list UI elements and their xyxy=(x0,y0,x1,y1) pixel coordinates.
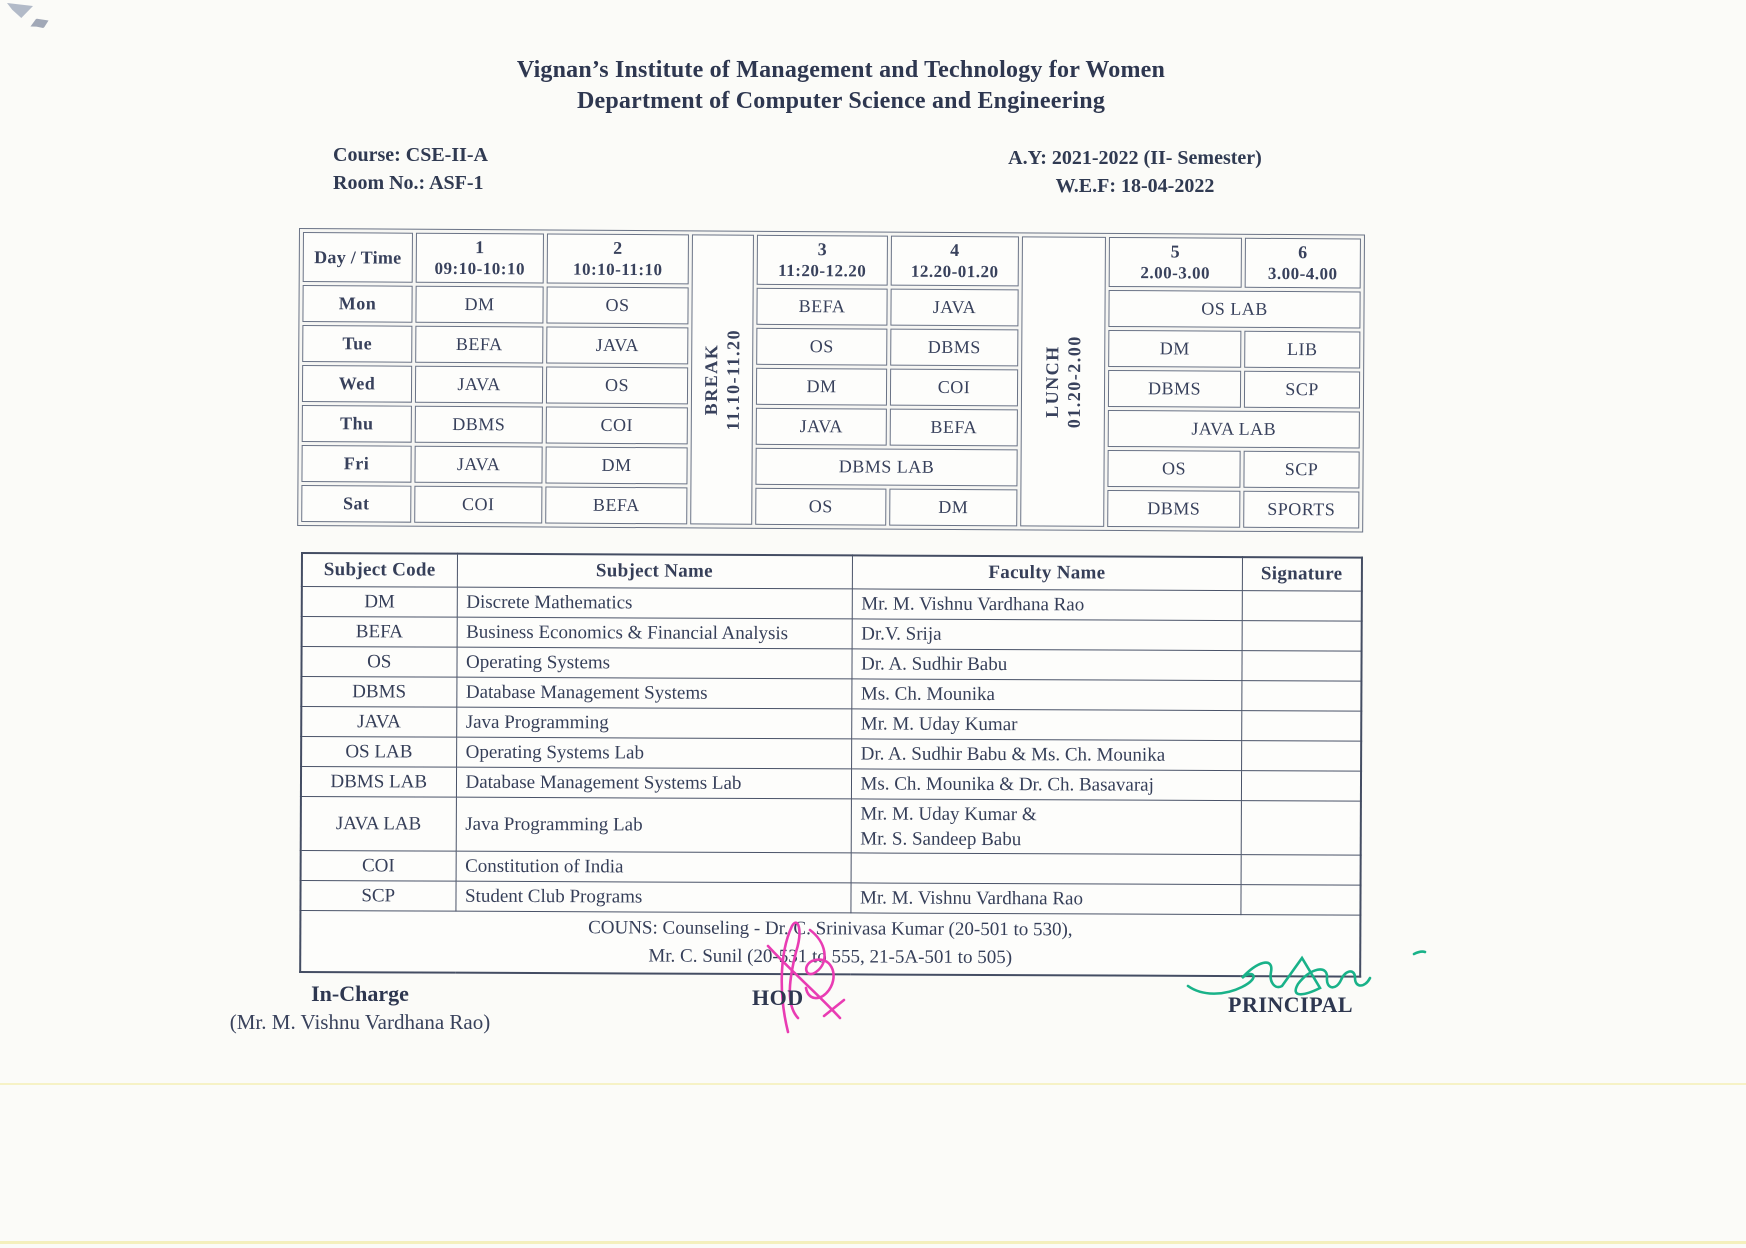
timetable-cell: OS xyxy=(756,328,887,366)
col-header-signature: Signature xyxy=(1242,557,1362,591)
subject-row xyxy=(301,677,1361,712)
faculty-name xyxy=(851,853,1241,885)
faculty-name: Dr. A. Sudhir Babu & Ms. Ch. Mounika xyxy=(851,739,1241,771)
timetable-cell: OS xyxy=(546,287,688,325)
period-4-header: 4 12.20-01.20 xyxy=(891,236,1019,287)
timetable-cell: BEFA xyxy=(890,409,1018,447)
lunch-label: LUNCH xyxy=(1041,345,1063,418)
subject-row xyxy=(302,617,1362,652)
timetable-row-wed xyxy=(302,365,1360,408)
timetable-cell: JAVA xyxy=(756,408,887,446)
signature-cell xyxy=(1241,771,1361,802)
subject-code: DBMS LAB xyxy=(301,767,456,798)
subject-code: JAVA LAB xyxy=(301,797,456,852)
subject-name: Java Programming xyxy=(456,707,851,739)
timetable-cell: OS xyxy=(1107,450,1240,488)
course-label: Course: CSE-II-A xyxy=(333,144,488,166)
timetable-cell: LIB xyxy=(1244,331,1360,369)
timetable-cell: SCP xyxy=(1244,371,1360,409)
timetable-cell: DM xyxy=(756,368,887,406)
subject-code: OS xyxy=(301,647,456,678)
day-label: Mon xyxy=(302,285,412,323)
timetable-cell: DBMS xyxy=(890,329,1018,367)
col-header-subject-name: Subject Name xyxy=(457,554,852,589)
signature-cell xyxy=(1242,591,1362,622)
room-label: Room No.: ASF-1 xyxy=(333,172,484,194)
day-label: Thu xyxy=(302,405,412,443)
timetable-cell: COI xyxy=(890,369,1018,407)
subject-code: BEFA xyxy=(302,617,457,648)
faculty-name: Ms. Ch. Mounika xyxy=(851,679,1241,711)
period-3-header: 3 11:20-12.20 xyxy=(757,235,888,286)
incharge-block xyxy=(190,981,530,1035)
subject-row xyxy=(301,797,1361,856)
timetable-row-mon xyxy=(302,285,1360,328)
counseling-line-1: COUNS: Counseling - Dr. C. Srinivasa Kumar (20-501 to 530), xyxy=(588,917,1073,941)
subject-code: DBMS xyxy=(301,677,456,708)
timetable-row-fri xyxy=(301,445,1359,488)
academic-year-label: A.Y: 2021-2022 (II- Semester) xyxy=(1008,147,1262,169)
subject-name: Database Management Systems xyxy=(456,677,851,709)
timetable-cell: JAVA xyxy=(415,366,543,404)
subject-table xyxy=(299,552,1363,978)
timetable-cell: DBMS xyxy=(1108,370,1241,408)
scan-highlight-line xyxy=(0,1083,1746,1085)
course-info xyxy=(333,141,488,197)
signature-cell xyxy=(1241,855,1361,886)
timetable-cell: DM xyxy=(1108,330,1241,368)
timetable-cell: BEFA xyxy=(756,288,887,326)
subject-row xyxy=(301,737,1361,772)
faculty-name: Ms. Ch. Mounika & Dr. Ch. Basavaraj xyxy=(851,769,1241,801)
timetable-cell: BEFA xyxy=(545,487,687,525)
faculty-name: Mr. M. Vishnu Vardhana Rao xyxy=(850,883,1240,915)
timetable-section xyxy=(297,228,1365,533)
lunch-time: 01.20-2.00 xyxy=(1063,335,1085,429)
timetable-cell: JAVA xyxy=(546,327,688,365)
counseling-note xyxy=(300,911,1360,977)
timetable-cell: JAVA xyxy=(890,289,1018,327)
timetable-cell: SCP xyxy=(1243,451,1359,489)
break-label: BREAK xyxy=(700,343,722,416)
faculty-name: Mr. M. Uday Kumar xyxy=(851,709,1241,741)
period-6-header: 6 3.00-4.00 xyxy=(1245,238,1361,289)
faculty-name: Dr. A. Sudhir Babu xyxy=(851,649,1241,681)
col-header-faculty-name: Faculty Name xyxy=(852,555,1242,590)
timetable-lab-cell: JAVA LAB xyxy=(1108,410,1360,449)
counseling-row xyxy=(300,911,1360,977)
signature-cell xyxy=(1242,621,1362,652)
semester-info xyxy=(960,144,1310,200)
break-column xyxy=(690,234,754,524)
timetable-cell: OS xyxy=(546,367,688,405)
subject-row xyxy=(300,881,1360,916)
signature-cell xyxy=(1241,741,1361,772)
faculty-name: Dr.V. Srija xyxy=(852,619,1242,651)
timetable-cell: DM xyxy=(545,447,687,485)
timetable-cell: DBMS xyxy=(415,406,543,444)
subject-code: JAVA xyxy=(301,707,456,738)
faculty-name: Mr. M. Vishnu Vardhana Rao xyxy=(852,589,1242,621)
subjects-section xyxy=(299,552,1363,978)
subject-header-row xyxy=(302,553,1362,591)
subject-name: Database Management Systems Lab xyxy=(456,767,851,799)
timetable-cell: OS xyxy=(755,488,886,526)
subject-row xyxy=(301,647,1361,682)
timetable-cell: DM xyxy=(415,286,543,324)
timetable xyxy=(297,228,1365,533)
wef-label: W.E.F: 18-04-2022 xyxy=(1055,175,1215,197)
principal-title: PRINCIPAL xyxy=(1228,992,1354,1017)
subject-row xyxy=(301,767,1361,802)
timetable-cell: JAVA xyxy=(414,446,542,484)
subject-name: Operating Systems xyxy=(456,647,851,679)
hod-title: HOD xyxy=(752,985,804,1010)
signature-cell xyxy=(1241,681,1361,712)
subject-name: Discrete Mathematics xyxy=(457,587,852,619)
subject-name: Business Economics & Financial Analysis xyxy=(457,617,852,649)
department-title: Department of Computer Science and Engineering xyxy=(576,88,1106,114)
subject-code: OS LAB xyxy=(301,737,456,768)
timetable-cell: COI xyxy=(414,486,542,524)
incharge-title: In-Charge xyxy=(311,981,409,1006)
signature-cell xyxy=(1241,801,1361,856)
timetable-row-sat xyxy=(301,485,1359,528)
timetable-header-row xyxy=(303,232,1361,288)
timetable-cell: COI xyxy=(546,407,688,445)
col-header-subject-code: Subject Code xyxy=(302,553,457,587)
subject-row xyxy=(301,707,1361,742)
day-label: Wed xyxy=(302,365,412,403)
day-time-corner-cell: Day / Time xyxy=(303,232,413,283)
period-5-header: 5 2.00-3.00 xyxy=(1109,237,1242,288)
timetable-cell: DM xyxy=(889,489,1017,527)
timetable-cell: DBMS xyxy=(1107,490,1240,528)
day-label: Fri xyxy=(301,445,411,483)
subject-name: Java Programming Lab xyxy=(456,797,851,853)
subject-row xyxy=(301,851,1361,886)
subject-name: Student Club Programs xyxy=(455,881,850,913)
subject-code: DM xyxy=(302,587,457,618)
subject-row xyxy=(302,587,1362,622)
document-header xyxy=(0,55,1746,117)
subject-code: COI xyxy=(301,851,456,882)
scan-highlight-line xyxy=(0,1241,1746,1244)
subject-code: SCP xyxy=(300,881,455,912)
timetable-row-tue xyxy=(302,325,1360,368)
lunch-column xyxy=(1020,236,1106,527)
period-1-header: 1 09:10-10:10 xyxy=(416,233,544,284)
signature-cell xyxy=(1240,885,1360,916)
timetable-cell: SPORTS xyxy=(1243,491,1359,529)
signature-cell xyxy=(1241,651,1361,682)
scan-smudge xyxy=(29,16,50,32)
timetable-lab-cell: OS LAB xyxy=(1108,290,1360,329)
signature-cell xyxy=(1241,711,1361,742)
timetable-row-thu xyxy=(302,405,1360,448)
subject-name: Operating Systems Lab xyxy=(456,737,851,769)
timetable-lab-cell: DBMS LAB xyxy=(755,448,1017,487)
counseling-line-2: Mr. C. Sunil (20-531 to 555, 21-5A-501 to 505) xyxy=(648,945,1013,969)
faculty-name: Mr. M. Uday Kumar & Mr. S. Sandeep Babu xyxy=(851,799,1241,855)
incharge-name: (Mr. M. Vishnu Vardhana Rao) xyxy=(229,1010,491,1034)
subject-name: Constitution of India xyxy=(456,851,851,883)
period-2-header: 2 10:10-11:10 xyxy=(547,234,689,285)
break-time: 11.10-11.20 xyxy=(722,328,744,431)
day-label: Sat xyxy=(301,485,411,523)
scan-smudge xyxy=(7,3,33,18)
timetable-cell: BEFA xyxy=(415,326,543,364)
institute-title: Vignan’s Institute of Management and Technology for Women xyxy=(516,57,1166,83)
day-label: Tue xyxy=(302,325,412,363)
